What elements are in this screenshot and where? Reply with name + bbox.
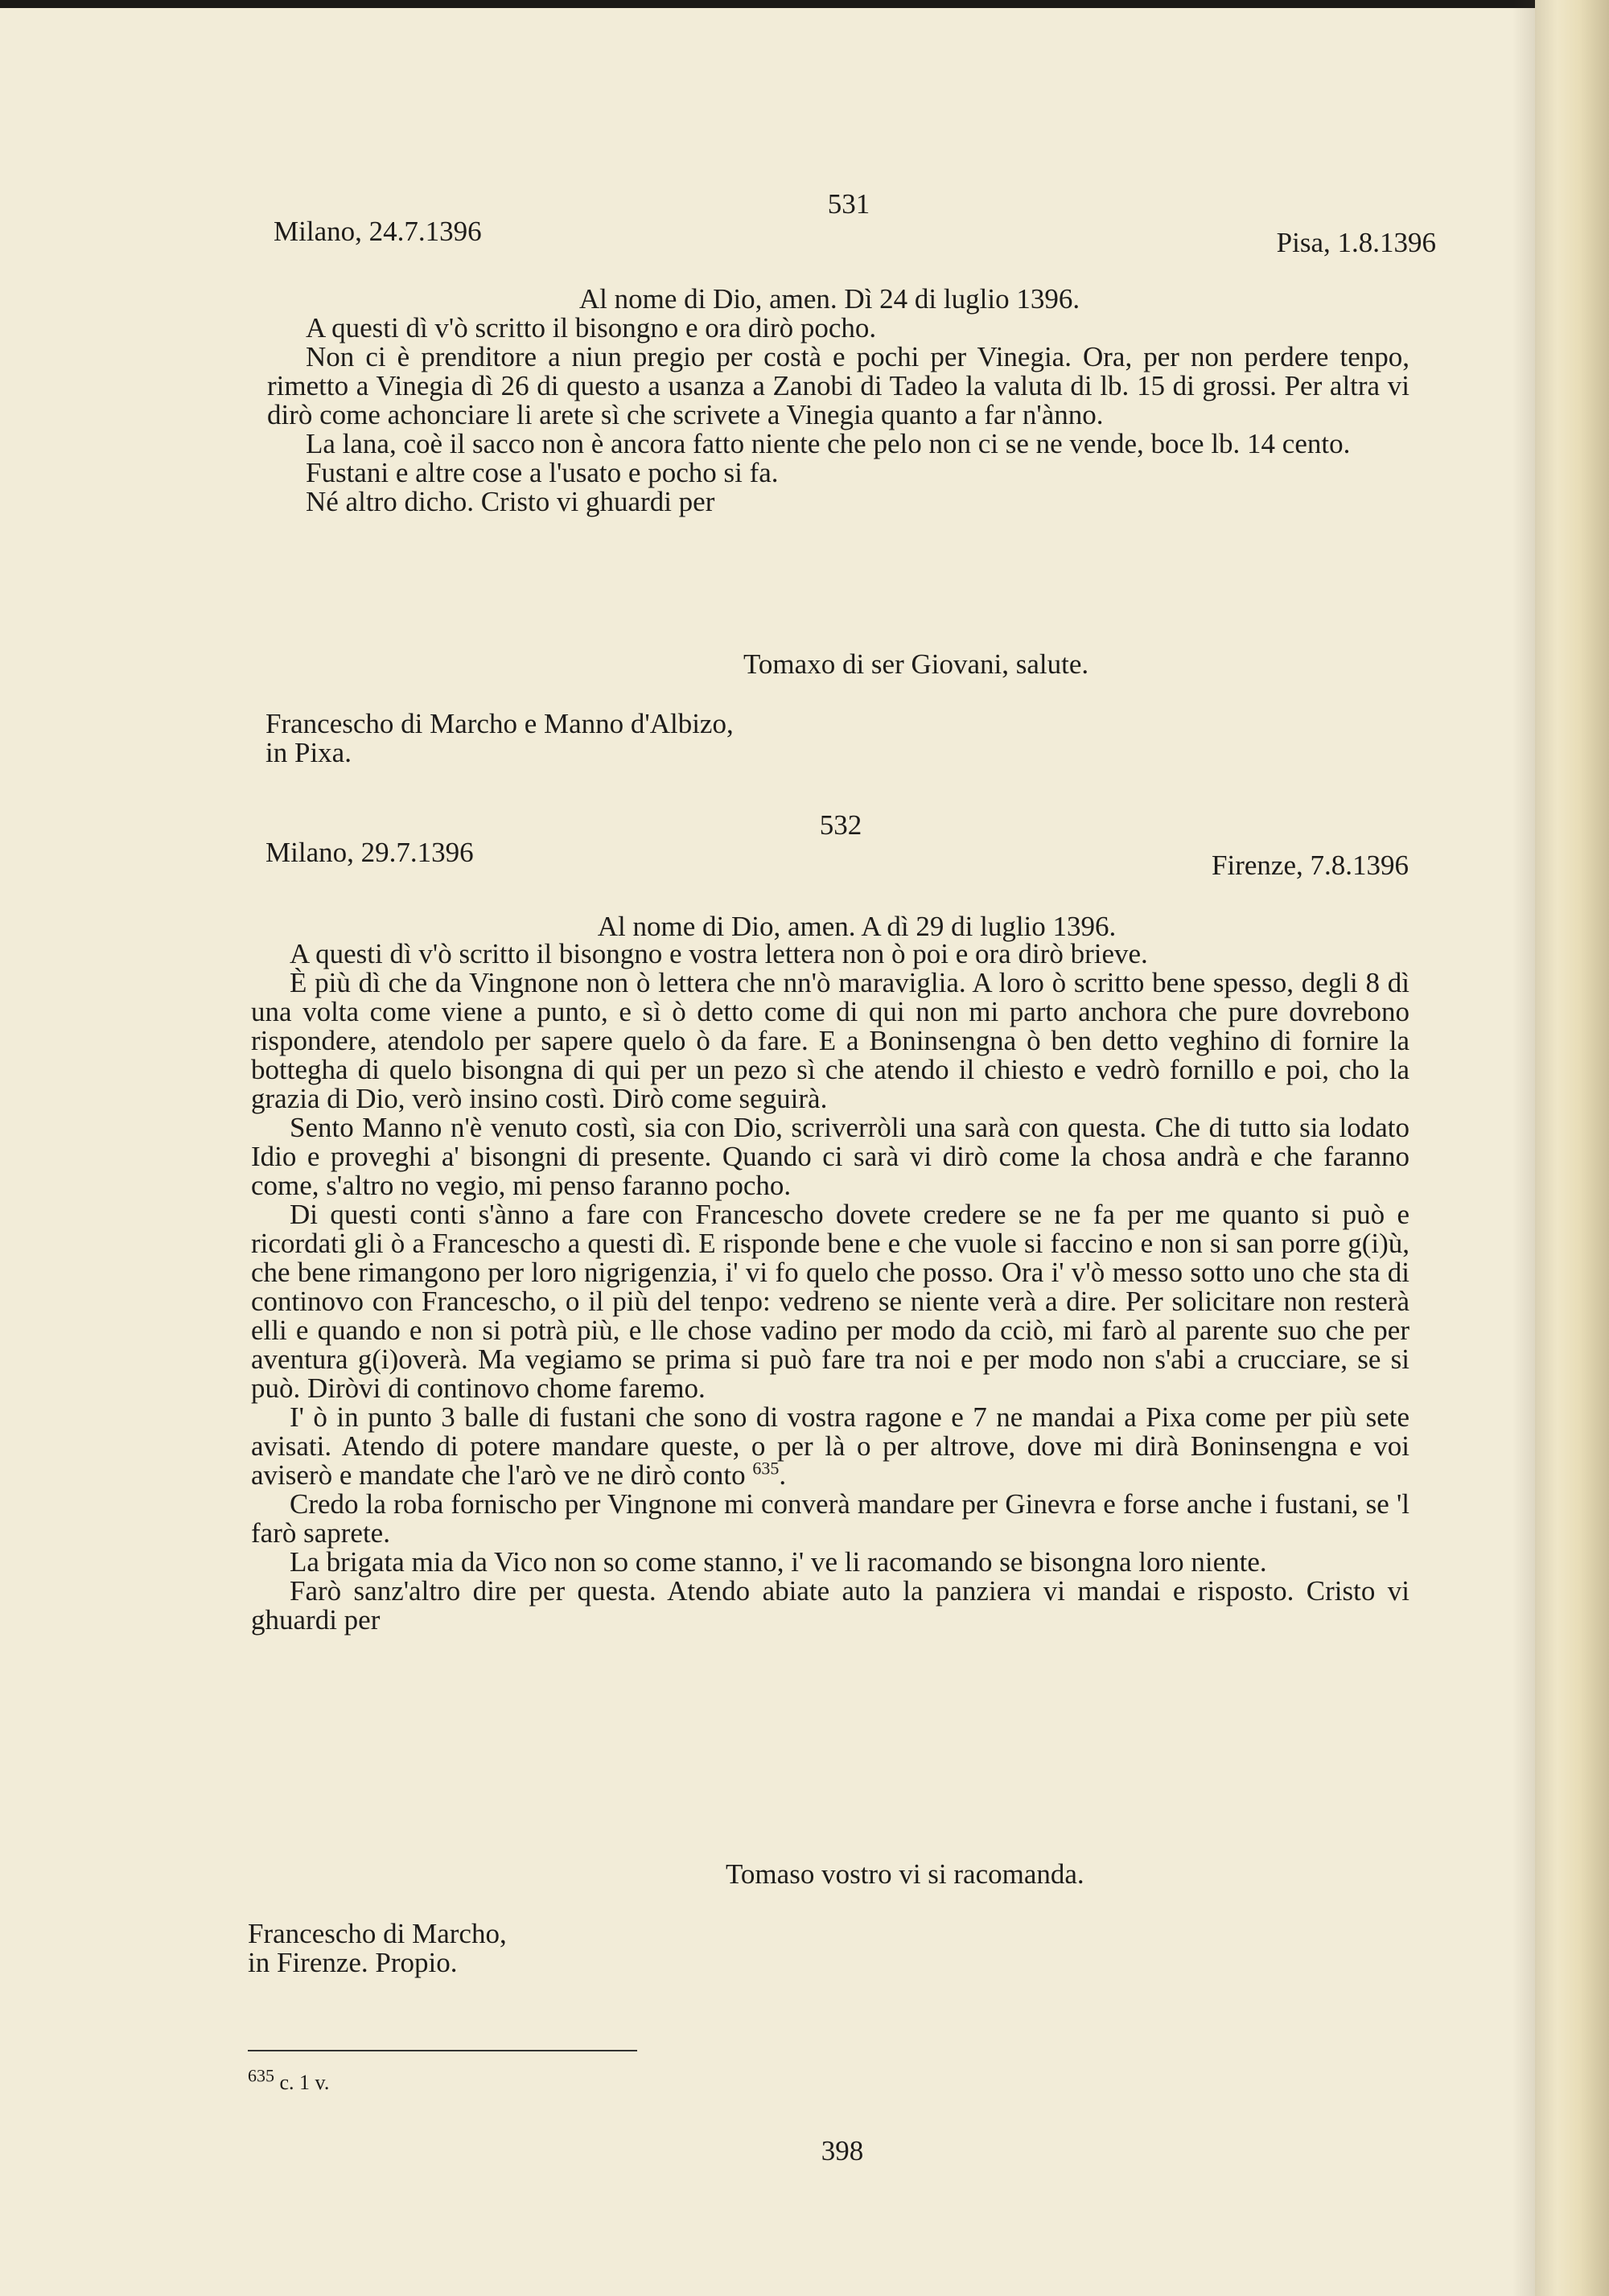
footnote-reference: 635 <box>752 1458 780 1479</box>
page-number: 398 <box>821 2135 864 2166</box>
paragraph: Né altro dicho. Cristo vi ghuardi per <box>306 486 715 517</box>
letter-body <box>267 314 1409 516</box>
letter-number: 532 <box>819 809 862 841</box>
letter-number: 531 <box>827 188 870 220</box>
letter-origin: Milano, 29.7.1396 <box>265 837 474 868</box>
letter-destination: Pisa, 1.8.1396 <box>1276 227 1436 258</box>
address-line: Francescho di Marcho, <box>248 1918 507 1949</box>
footnote-number: 635 <box>248 2065 274 2086</box>
footnote-rule <box>248 2050 637 2051</box>
paragraph: Di questi conti s'ànno a fare con Francescho dovete credere se ne fa per me quanto si può e ricordati gli ò a Francescho a questi dì. E risponde bene e che vuole si faccino e non si san porre g(i)ù, che bene rimangono per loro nigrigenzia, i' vi fo quelo che posso. Ora i' v'ò messo sotto uno che sta di continovo con Francescho, o il più del tenpo: vedreno se niente verà a dire. Per solicitare non resterà elli e quando e non si potrà più, e lle chose vadino per modo da cciò, mi farò al parente suo che per aventura g(i)overà. Ma vegiamo se prima si può fare tra noi e per modo non s'abi a crucciare, se si può. Diròvi di continovo chome faremo. <box>251 1199 1409 1404</box>
paragraph: I' ò in punto 3 balle di fustani che sono di vostra ragone e 7 ne mandai a Pixa come per più sete avisati. Atendo di potere mandare queste, o per là o per altrove, dove mi dirà Boninsengna e voi aviserò e mandate che l'arò ve ne dirò conto $^{635}$. <box>251 1401 1409 1491</box>
letter-signature: Tomaxo di ser Giovani, salute. <box>743 648 1089 680</box>
paragraph: La lana, coè il sacco non è ancora fatto niente che pelo non ci se ne vende, boce lb. 14 cento. <box>306 428 1351 459</box>
paragraph: A questi dì v'ò scritto il bisongno e ora dirò pocho. <box>306 312 877 344</box>
paragraph: Farò sanz'altro dire per questa. Atendo abiate auto la panziera vi mandai e risposto. Cristo vi ghuardi per <box>251 1575 1409 1636</box>
footnote-text: c. 1 v. <box>279 2071 330 2094</box>
paragraph: La brigata mia da Vico non so come stanno, i' ve li racomando se bisongna loro niente. <box>290 1546 1267 1578</box>
paragraph: Non ci è prenditore a niun pregio per costà e pochi per Vinegia. Ora, per non perdere tenpo, rimetto a Vinegia dì 26 di questo a usanza a Zanobi di Tadeo la valuta di lb. 15 di grossi. Per altra vi dirò come achonciare li arete sì che scrivete a Vinegia quanto a far n'ànno. <box>267 341 1409 430</box>
address-line: in Pixa. <box>265 737 352 768</box>
letter-opening: Al nome di Dio, amen. Dì 24 di luglio 1396. <box>578 283 1080 315</box>
paragraph: A questi dì v'ò scritto il bisongno e vostra lettera non ò poi e ora dirò brieve. <box>290 938 1148 969</box>
footnote <box>248 2065 330 2095</box>
letter-opening: Al nome di Dio, amen. A dì 29 di luglio 1396. <box>597 911 1117 942</box>
letter-origin: Milano, 24.7.1396 <box>274 216 482 247</box>
paragraph: Fustani e altre cose a l'usato e pocho si fa. <box>306 457 779 488</box>
address-line: in Firenze. Propio. <box>248 1947 458 1978</box>
letter-body <box>251 940 1409 1635</box>
paragraph-text: I' ò in punto 3 balle di fustani che sono di vostra ragone e 7 ne mandai a Pixa come per più sete avisati. Atendo di potere mandare queste, o per là o per altrove, dove mi dirà Boninsengna e voi aviserò e mandate che l'arò ve ne dirò conto <box>251 1401 1409 1491</box>
letter-signature: Tomaso vostro vi si racomanda. <box>726 1858 1084 1890</box>
address-line: Francescho di Marcho e Manno d'Albizo, <box>265 708 734 739</box>
letter-destination: Firenze, 7.8.1396 <box>1212 850 1409 881</box>
paragraph: È più dì che da Vingnone non ò lettera che nn'ò maraviglia. A loro ò scritto bene spesso, degli 8 dì una volta come viene a punto, e sì ò detto come di qui non mi parto anchora che pure dovrebono rispondere, atendolo per sapere quelo ò da fare. E a Boninsengna ò ben detto veghino di fornire la bottegha di quelo bisongna di qui per un pezo sì che atendo il chiesto e vedrò fornillo e poi, cho la grazia di Dio, verò insino costì. Dirò come seguirà. <box>251 967 1409 1114</box>
paragraph: Credo la roba fornischo per Vingnone mi converà mandare per Ginevra e forse anche i fustani, se 'l farò saprete. <box>251 1488 1409 1549</box>
paragraph: Sento Manno n'è venuto costì, sia con Dio, scriverròli una sarà con questa. Che di tutto sia lodato Idio e proveghi a' bisongni di presente. Quando ci sarà vi dirò come la chosa andrà e che faranno come, s'altro no vegio, mi penso faranno pocho. <box>251 1112 1409 1201</box>
